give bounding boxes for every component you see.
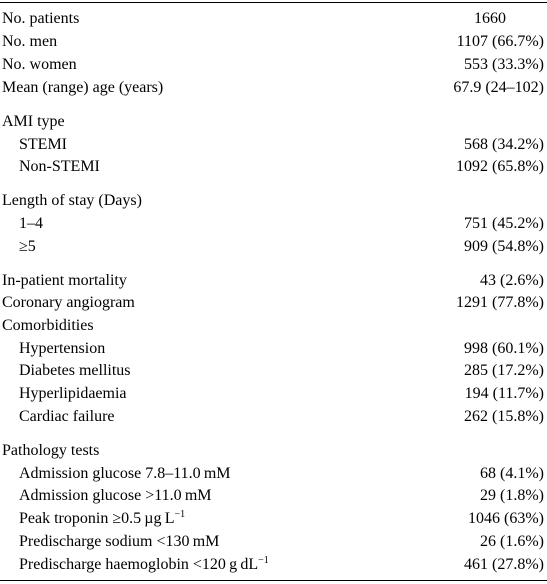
row-value: 1092 (65.8%) — [456, 158, 544, 175]
row-label: Predischarge sodium <130 mM — [19, 533, 220, 550]
table-row — [0, 236, 547, 258]
section-label: Pathology tests — [2, 442, 100, 459]
row-value: 1660 — [474, 10, 506, 27]
row-label: No. men — [2, 33, 58, 50]
row-label: Non-STEMI — [19, 158, 100, 175]
row-value: 26 (1.6%) — [480, 533, 544, 550]
section-label: Comorbidities — [2, 317, 94, 334]
row-label-superscript: −1 — [258, 555, 269, 566]
row-value: 262 (15.8%) — [464, 408, 544, 425]
row-label — [19, 554, 269, 576]
row-label: Diabetes mellitus — [19, 362, 131, 379]
row-value: 1291 (77.8%) — [456, 294, 544, 311]
row-value: 1046 (63%) — [468, 510, 544, 527]
table-row — [0, 8, 547, 30]
table-row — [0, 292, 547, 314]
row-label: In-patient mortality — [2, 272, 127, 289]
row-label: Admission glucose 7.8–11.0 mM — [19, 465, 231, 482]
row-value: 1107 (66.7%) — [456, 33, 544, 50]
bottom-rule — [0, 580, 547, 581]
row-value: 553 (33.3%) — [464, 56, 544, 73]
row-label-text: Predischarge haemoglobin <120 g dL — [19, 556, 259, 573]
row-value: 43 (2.6%) — [480, 272, 544, 289]
row-value: 285 (17.2%) — [464, 362, 544, 379]
row-value: 751 (45.2%) — [464, 215, 544, 232]
section-heading-pathology-tests — [0, 440, 547, 462]
row-label: Hyperlipidaemia — [19, 385, 127, 402]
table-row — [0, 77, 547, 99]
row-value: 29 (1.8%) — [480, 487, 544, 504]
row-label: No. patients — [2, 10, 80, 27]
row-label-superscript: −1 — [174, 509, 186, 520]
row-value: 568 (34.2%) — [464, 136, 544, 153]
table-row — [0, 508, 547, 530]
row-value: 194 (11.7%) — [464, 385, 544, 402]
table-row — [0, 156, 547, 178]
row-label: Hypertension — [19, 340, 106, 357]
row-label-text: Peak troponin ≥0.5 µg L — [19, 510, 175, 527]
table-row — [0, 463, 547, 485]
section-heading-length-of-stay — [0, 190, 547, 212]
section-heading-ami-type — [0, 111, 547, 133]
row-value: 909 (54.8%) — [464, 238, 544, 255]
table-row — [0, 213, 547, 235]
table-row — [0, 531, 547, 553]
row-label: Coronary angiogram — [2, 294, 135, 311]
table-row — [0, 338, 547, 360]
table-row — [0, 406, 547, 428]
row-value: 67.9 (24–102) — [453, 79, 544, 96]
table-row — [0, 31, 547, 53]
table-row — [0, 554, 547, 576]
table-row — [0, 134, 547, 156]
section-label: Length of stay (Days) — [2, 192, 142, 209]
table-row — [0, 54, 547, 76]
table-row — [0, 270, 547, 292]
row-label: No. women — [2, 56, 77, 73]
row-value: 998 (60.1%) — [464, 340, 544, 357]
row-label: STEMI — [19, 136, 67, 153]
section-label: AMI type — [2, 113, 65, 130]
section-heading-comorbidities — [0, 315, 547, 337]
row-value: 68 (4.1%) — [480, 465, 544, 482]
row-value: 461 (27.8%) — [464, 556, 544, 573]
row-label: Cardiac failure — [19, 408, 115, 425]
row-label: 1–4 — [19, 215, 43, 232]
row-label: Mean (range) age (years) — [2, 79, 164, 96]
table-row — [0, 485, 547, 507]
row-label: Admission glucose >11.0 mM — [19, 487, 212, 504]
row-label: ≥5 — [19, 238, 36, 255]
table-row — [0, 360, 547, 382]
table-row — [0, 383, 547, 405]
row-label — [19, 508, 185, 530]
top-rule — [0, 2, 547, 3]
